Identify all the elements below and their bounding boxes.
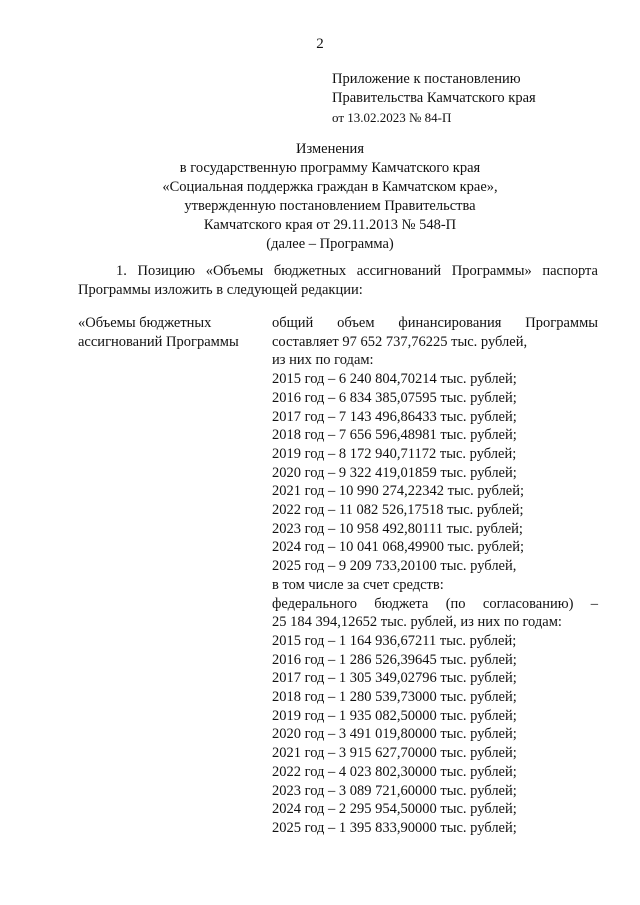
total-year-2018: 2018 год – 7 656 596,48981 тыс. рублей; [272, 427, 517, 444]
total-year-2024: 2024 год – 10 041 068,49900 тыс. рублей; [272, 539, 525, 556]
federal-year-2019: 2019 год – 1 935 082,50000 тыс. рублей; [272, 707, 517, 724]
federal-year-2015: 2015 год – 1 164 936,67211 тыс. рублей; [272, 632, 517, 649]
federal-year-2022: 2022 год – 4 023 802,30000 тыс. рублей; [272, 763, 517, 780]
total-year-2021: 2021 год – 10 990 274,22342 тыс. рублей; [272, 483, 525, 500]
sources-line: в том числе за счет средств: [272, 576, 444, 593]
title-line: Изменения [296, 141, 364, 157]
position-label [78, 314, 263, 352]
position-label-line-2: ассигнований Программы [78, 334, 239, 350]
title-line: «Социальная поддержка граждан в Камчатском крае», [162, 179, 498, 195]
total-financing-line-1: общий объем финансирования Программы [272, 315, 598, 331]
total-year-2025: 2025 год – 9 209 733,20100 тыс. рублей, [272, 558, 517, 575]
appendix-line-1: Приложение к постановлению [332, 71, 521, 87]
federal-year-2025: 2025 год – 1 395 833,90000 тыс. рублей; [272, 819, 517, 836]
total-financing-line-2: составляет 97 652 737,76225 тыс. рублей, [272, 333, 528, 350]
title-line: Камчатского края от 29.11.2013 № 548-П [203, 217, 457, 233]
appendix-line-3: от 13.02.2023 № 84-П [332, 110, 452, 125]
intro-paragraph [78, 262, 598, 300]
position-label-line-1: «Объемы бюджетных [78, 315, 212, 331]
appendix-note [332, 70, 536, 127]
title-line: в государственную программу Камчатского края [179, 160, 481, 176]
total-financing-line-3: из них по годам: [272, 352, 374, 369]
federal-year-2017: 2017 год – 1 305 349,02796 тыс. рублей; [272, 670, 517, 687]
federal-budget-line-1: федерального бюджета (по согласованию) – [272, 595, 598, 612]
total-year-2017: 2017 год – 7 143 496,86433 тыс. рублей; [272, 408, 517, 425]
total-year-2016: 2016 год – 6 834 385,07595 тыс. рублей; [272, 389, 517, 406]
federal-budget-line-2: 25 184 394,12652 тыс. рублей, из них по годам: [272, 614, 562, 631]
federal-year-2016: 2016 год – 1 286 526,39645 тыс. рублей; [272, 651, 517, 668]
title-line: (далее – Программа) [266, 236, 394, 252]
federal-year-2020: 2020 год – 3 491 019,80000 тыс. рублей; [272, 726, 517, 743]
intro-line-1: 1. Позицию «Объемы бюджетных ассигнований Программы» паспорта [116, 263, 598, 279]
federal-year-2021: 2021 год – 3 915 627,70000 тыс. рублей; [272, 745, 517, 762]
intro-line-2: Программы изложить в следующей редакции: [78, 282, 363, 298]
total-year-2015: 2015 год – 6 240 804,70214 тыс. рублей; [272, 371, 517, 388]
federal-year-2024: 2024 год – 2 295 954,50000 тыс. рублей; [272, 801, 517, 818]
federal-year-2023: 2023 год – 3 089 721,60000 тыс. рублей; [272, 782, 517, 799]
federal-year-2018: 2018 год – 1 280 539,73000 тыс. рублей; [272, 689, 517, 706]
total-year-2019: 2019 год – 8 172 940,71172 тыс. рублей; [272, 445, 517, 462]
total-year-2022: 2022 год – 11 082 526,17518 тыс. рублей; [272, 502, 524, 519]
document-title [60, 140, 600, 254]
position-value [272, 314, 598, 838]
total-year-2020: 2020 год – 9 322 419,01859 тыс. рублей; [272, 464, 517, 481]
total-year-2023: 2023 год – 10 958 492,80111 тыс. рублей; [272, 520, 523, 537]
appendix-line-2: Правительства Камчатского края [332, 90, 536, 106]
page-number: 2 [316, 36, 324, 52]
title-line: утвержденную постановлением Правительства [184, 198, 476, 214]
